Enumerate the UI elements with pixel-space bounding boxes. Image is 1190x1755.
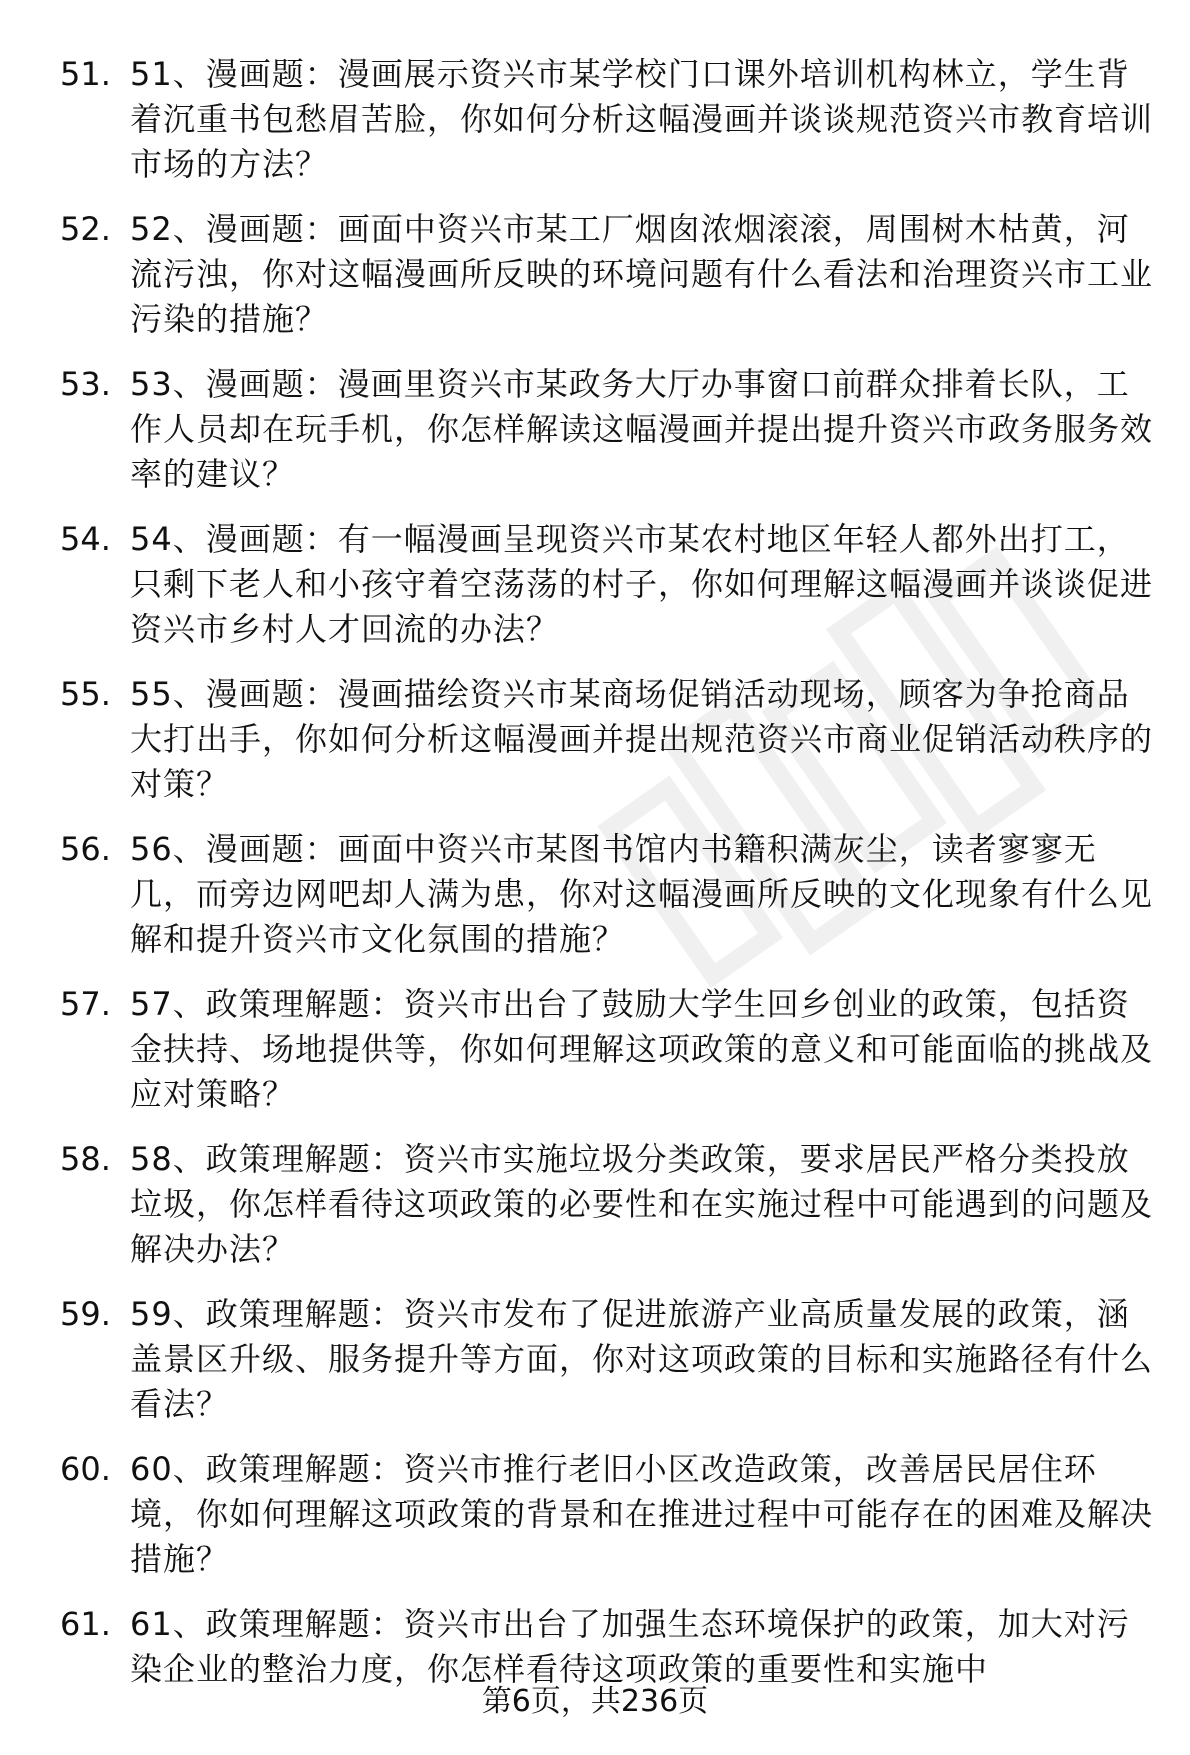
- list-item: [52, 827, 1158, 962]
- page-footer: 第6页，共236页: [481, 1684, 709, 1719]
- item-text: 52、漫画题：画面中资兴市某工厂烟囱浓烟滚滚，周围树木枯黄，河流污浊，你对这幅漫画所反映的环境问题有什么看法和治理资兴市工业污染的措施？: [130, 210, 1154, 338]
- item-text: 60、政策理解题：资兴市推行老旧小区改造政策，改善居民居住环境，你如何理解这项政策的背景和在推进过程中可能存在的困难及解决措施？: [130, 1450, 1154, 1578]
- question-list: [52, 52, 1158, 1712]
- item-number: 52.: [60, 210, 111, 248]
- item-text: 53、漫画题：漫画里资兴市某政务大厅办事窗口前群众排着长队，工作人员却在玩手机，你怎样解读这幅漫画并提出提升资兴市政务服务效率的建议？: [130, 365, 1154, 493]
- list-item: [52, 982, 1158, 1117]
- list-item: [52, 1447, 1158, 1582]
- item-number: 60.: [60, 1450, 111, 1488]
- item-number: 51.: [60, 55, 111, 93]
- item-text: 61、政策理解题：资兴市出台了加强生态环境保护的政策，加大对污染企业的整治力度，你怎样看待这项政策的重要性和实施中: [130, 1605, 1130, 1688]
- list-item: [52, 672, 1158, 807]
- list-item: [52, 517, 1158, 652]
- list-item: [52, 1292, 1158, 1427]
- item-text: 51、漫画题：漫画展示资兴市某学校门口课外培训机构林立，学生背着沉重书包愁眉苦脸，你如何分析这幅漫画并谈谈规范资兴市教育培训市场的方法？: [130, 55, 1154, 183]
- list-item: [52, 1602, 1158, 1692]
- item-number: 59.: [60, 1295, 111, 1333]
- list-item: [52, 362, 1158, 497]
- item-number: 53.: [60, 365, 111, 403]
- item-text: 55、漫画题：漫画描绘资兴市某商场促销活动现场，顾客为争抢商品大打出手，你如何分析这幅漫画并提出规范资兴市商业促销活动秩序的对策？: [130, 675, 1154, 803]
- item-number: 57.: [60, 985, 111, 1023]
- item-number: 55.: [60, 675, 111, 713]
- item-text: 58、政策理解题：资兴市实施垃圾分类政策，要求居民严格分类投放垃圾，你怎样看待这项政策的必要性和在实施过程中可能遇到的问题及解决办法？: [130, 1140, 1154, 1268]
- item-text: 59、政策理解题：资兴市发布了促进旅游产业高质量发展的政策，涵盖景区升级、服务提升等方面，你对这项政策的目标和实施路径有什么看法？: [130, 1295, 1154, 1423]
- list-item: [52, 207, 1158, 342]
- item-number: 61.: [60, 1605, 111, 1643]
- item-text: 57、政策理解题：资兴市出台了鼓励大学生回乡创业的政策，包括资金扶持、场地提供等，你如何理解这项政策的意义和可能面临的挑战及应对策略？: [130, 985, 1154, 1113]
- list-item: [52, 1137, 1158, 1272]
- item-number: 58.: [60, 1140, 111, 1178]
- item-text: 56、漫画题：画面中资兴市某图书馆内书籍积满灰尘，读者寥寥无几，而旁边网吧却人满为患，你对这幅漫画所反映的文化现象有什么见解和提升资兴市文化氛围的措施？: [130, 830, 1154, 958]
- item-text: 54、漫画题：有一幅漫画呈现资兴市某农村地区年轻人都外出打工，只剩下老人和小孩守着空荡荡的村子，你如何理解这幅漫画并谈谈促进资兴市乡村人才回流的办法？: [130, 520, 1154, 648]
- item-number: 54.: [60, 520, 111, 558]
- list-item: [52, 52, 1158, 187]
- item-number: 56.: [60, 830, 111, 868]
